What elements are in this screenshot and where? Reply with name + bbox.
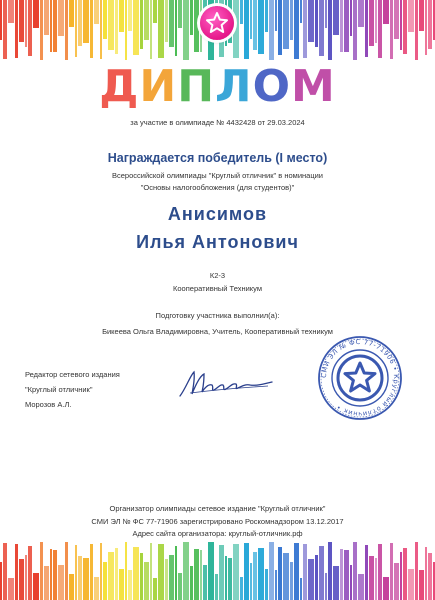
rainbow-stripe xyxy=(133,547,139,600)
award-olympiad-line: Всероссийской олимпиады "Круглый отличник" в номинации xyxy=(111,171,323,180)
rainbow-stripe xyxy=(178,0,182,28)
rainbow-stripe xyxy=(119,0,124,32)
title-letter: П xyxy=(177,61,216,112)
rainbow-stripe xyxy=(178,573,182,600)
rainbow-stripe xyxy=(233,544,239,600)
rainbow-stripe xyxy=(190,566,193,600)
rainbow-stripe xyxy=(158,0,164,58)
rainbow-stripe xyxy=(108,552,114,600)
rainbow-stripe xyxy=(303,544,307,600)
rainbow-stripe xyxy=(150,543,152,600)
rainbow-stripe xyxy=(175,0,177,56)
title-letter: М xyxy=(291,61,336,112)
seal-stamp xyxy=(317,335,403,421)
logo xyxy=(200,6,234,40)
editor-name: Морозов А.Л. xyxy=(25,400,72,409)
rainbow-stripe xyxy=(408,0,414,32)
rainbow-stripe xyxy=(108,0,114,50)
rainbow-stripe xyxy=(383,0,389,24)
rainbow-stripe xyxy=(340,0,343,52)
rainbow-stripe xyxy=(144,562,149,600)
footer-organizer: Организатор олимпиады сетевое издание "Круглый отличник" xyxy=(109,504,326,513)
rainbow-stripe xyxy=(353,0,357,60)
rainbow-stripe xyxy=(300,578,302,600)
rainbow-stripe xyxy=(153,578,157,600)
title-letter: Л xyxy=(215,61,253,112)
rainbow-stripe xyxy=(394,563,399,600)
rainbow-stripe xyxy=(19,0,24,42)
rainbow-stripe xyxy=(69,0,74,27)
award-nomination: "Основы налогообложения (для студентов)" xyxy=(140,183,295,192)
rainbow-stripe xyxy=(125,542,127,600)
rainbow-stripe xyxy=(315,0,318,47)
rainbow-stripe xyxy=(94,0,99,24)
editor-block xyxy=(25,367,120,412)
rainbow-stripe xyxy=(240,0,243,24)
rainbow-stripe xyxy=(375,558,377,600)
diploma-title xyxy=(0,52,435,122)
rainbow-stripe xyxy=(425,0,427,55)
rainbow-stripe xyxy=(40,0,43,60)
rainbow-stripe xyxy=(115,548,118,600)
rainbow-stripe xyxy=(358,0,364,27)
star-icon xyxy=(205,11,229,35)
rainbow-stripe xyxy=(403,548,407,600)
rainbow-stripe xyxy=(50,0,52,52)
rainbow-stripe xyxy=(25,555,27,600)
rainbow-stripe xyxy=(28,0,32,56)
rainbow-stripe xyxy=(328,542,332,600)
footer-registration: СМИ ЭЛ № ФС 77-71906 зарегистрировано Роскомнадзором 13.12.2017 xyxy=(91,517,344,526)
rainbow-stripe xyxy=(78,0,82,46)
rainbow-stripe xyxy=(278,0,282,55)
rainbow-stripe xyxy=(169,0,174,47)
rainbow-stripe xyxy=(415,542,418,600)
rainbow-stripe xyxy=(258,548,264,600)
rainbow-stripe xyxy=(144,0,149,40)
rainbow-stripe xyxy=(83,0,89,43)
rainbow-stripe xyxy=(319,546,324,600)
rainbow-stripe xyxy=(308,0,314,42)
rainbow-stripe xyxy=(53,0,57,52)
rainbow-stripe xyxy=(275,570,277,600)
rainbow-stripe xyxy=(269,542,274,600)
rainbow-stripe xyxy=(403,0,407,54)
participation-line: за участие в олимпиаде № 4432428 от 29.03.2024 xyxy=(130,118,305,127)
rainbow-stripe xyxy=(65,542,68,600)
rainbow-stripe xyxy=(133,0,139,55)
rainbow-stripe xyxy=(208,542,214,600)
rainbow-stripe xyxy=(140,0,143,49)
rainbow-stripe xyxy=(375,0,377,43)
rainbow-stripe xyxy=(428,0,432,49)
rainbow-stripe xyxy=(0,562,2,600)
rainbow-stripe xyxy=(53,550,57,600)
rainbow-stripe xyxy=(78,556,82,600)
rainbow-stripe xyxy=(275,0,277,31)
rainbow-stripe xyxy=(319,0,324,56)
rainbow-stripe xyxy=(290,0,293,40)
rainbow-stripe xyxy=(8,578,14,600)
rainbow-stripe xyxy=(233,0,239,58)
rainbow-stripe xyxy=(308,559,314,600)
rainbow-stripe xyxy=(94,577,99,600)
signature xyxy=(176,366,276,402)
rainbow-stripe xyxy=(183,0,189,60)
rainbow-stripe xyxy=(165,559,168,600)
rainbow-stripe xyxy=(19,559,24,600)
rainbow-stripe xyxy=(303,0,307,58)
preparer-value: Бикеева Ольга Владимировна, Учитель, Кооперативный техникум xyxy=(102,327,333,336)
rainbow-stripe xyxy=(250,0,252,39)
rainbow-stripe xyxy=(390,543,393,600)
rainbow-stripe xyxy=(333,566,339,600)
rainbow-stripe xyxy=(169,555,174,600)
rainbow-stripe xyxy=(90,0,93,58)
rainbow-stripe xyxy=(378,0,382,58)
rainbow-stripe xyxy=(253,0,257,50)
rainbow-stripe xyxy=(158,544,164,600)
rainbow-stripe xyxy=(400,0,402,50)
rainbow-stripe xyxy=(0,0,2,40)
rainbow-stripe xyxy=(140,553,143,600)
rainbow-stripe xyxy=(44,0,49,35)
rainbow-stripe xyxy=(183,542,189,600)
rainbow-stripe xyxy=(40,542,43,600)
rainbow-stripe xyxy=(333,0,339,35)
rainbow-stripe xyxy=(269,0,274,60)
rainbow-stripe xyxy=(103,0,107,39)
rainbow-stripe xyxy=(103,562,107,600)
rainbow-stripe xyxy=(75,545,77,600)
rainbow-stripe xyxy=(358,574,364,600)
rainbow-stripe xyxy=(119,569,124,600)
rainbow-stripe xyxy=(390,0,393,59)
rainbow-stripe xyxy=(175,546,177,600)
rainbow-stripe xyxy=(115,0,118,54)
rainbow-stripe xyxy=(265,0,268,32)
recipient-surname: Анисимов xyxy=(167,204,268,224)
bottom-rainbow-border xyxy=(0,542,435,600)
rainbow-stripe xyxy=(244,543,249,600)
rainbow-stripe xyxy=(244,0,249,59)
rainbow-stripe xyxy=(194,0,199,52)
rainbow-stripe xyxy=(294,0,299,59)
rainbow-stripe xyxy=(300,0,302,23)
rainbow-stripe xyxy=(194,549,199,600)
rainbow-stripe xyxy=(128,570,132,600)
rainbow-stripe xyxy=(50,549,52,600)
rainbow-stripe xyxy=(425,547,427,600)
rainbow-stripe xyxy=(28,546,32,600)
rainbow-stripe xyxy=(58,0,64,36)
rainbow-stripe xyxy=(203,565,207,600)
editor-title: Редактор сетевого издания xyxy=(25,370,120,379)
rainbow-stripe xyxy=(325,573,327,600)
rainbow-stripe xyxy=(215,574,218,600)
rainbow-stripe xyxy=(344,550,349,600)
award-heading: Награждается победитель (I место) xyxy=(107,151,328,165)
rainbow-stripe xyxy=(365,0,368,57)
rainbow-stripe xyxy=(190,0,193,35)
rainbow-stripe xyxy=(228,558,232,600)
rainbow-stripe xyxy=(3,0,7,59)
preparer-label: Подготовку участника выполнил(а): xyxy=(155,311,280,320)
rainbow-stripe xyxy=(250,563,252,600)
rainbow-stripe xyxy=(15,544,18,600)
rainbow-stripe xyxy=(225,556,227,600)
rainbow-stripe xyxy=(294,543,299,600)
rainbow-stripe xyxy=(150,0,152,59)
rainbow-stripe xyxy=(90,544,93,600)
rainbow-stripe xyxy=(125,0,127,60)
rainbow-stripe xyxy=(290,562,293,600)
rainbow-stripe xyxy=(283,0,289,49)
rainbow-stripe xyxy=(283,553,289,600)
rainbow-stripe xyxy=(350,565,352,600)
rainbow-stripe xyxy=(25,0,27,47)
rainbow-stripe xyxy=(75,0,77,57)
rainbow-stripe xyxy=(165,0,168,42)
rainbow-stripe xyxy=(378,544,382,600)
rainbow-stripe xyxy=(258,0,264,54)
rainbow-stripe xyxy=(419,0,424,31)
rainbow-stripe xyxy=(33,0,39,28)
rainbow-stripe xyxy=(8,0,14,23)
editor-publication: "Круглый отличник" xyxy=(25,385,93,394)
rainbow-stripe xyxy=(369,0,374,46)
rainbow-stripe xyxy=(100,543,102,600)
rainbow-stripe xyxy=(83,558,89,600)
title-letter: О xyxy=(252,61,291,112)
rainbow-stripe xyxy=(383,577,389,600)
rainbow-stripe xyxy=(44,566,49,600)
rainbow-stripe xyxy=(315,555,318,600)
rainbow-stripe xyxy=(69,574,74,600)
recipient-institution: Кооперативный Техникум xyxy=(173,284,262,293)
svg-text:СМИ ЭЛ № ФС 77-71906 • Круглый: СМИ ЭЛ № ФС 77-71906 • Круглый отличник • xyxy=(319,337,401,419)
rainbow-stripe xyxy=(415,0,418,60)
rainbow-stripe xyxy=(419,570,424,600)
rainbow-stripe xyxy=(344,0,349,52)
rainbow-stripe xyxy=(240,577,243,600)
rainbow-stripe xyxy=(253,552,257,600)
rainbow-stripe xyxy=(65,0,68,60)
title-letter: И xyxy=(139,61,178,112)
rainbow-stripe xyxy=(58,565,64,600)
footer-website: Адрес сайта организатора: круглый-отличник.рф xyxy=(132,529,303,538)
rainbow-stripe xyxy=(353,542,357,600)
rainbow-stripe xyxy=(400,552,402,600)
rainbow-stripe xyxy=(153,0,157,23)
rainbow-stripe xyxy=(100,0,102,59)
recipient-given-names: Илья Антонович xyxy=(136,232,299,252)
rainbow-stripe xyxy=(365,545,368,600)
recipient-group: К2-3 xyxy=(209,271,226,280)
rainbow-stripe xyxy=(33,573,39,600)
rainbow-stripe xyxy=(265,569,268,600)
rainbow-stripe xyxy=(128,0,132,31)
rainbow-stripe xyxy=(408,569,414,600)
rainbow-stripe xyxy=(3,543,7,600)
rainbow-stripe xyxy=(325,0,327,28)
rainbow-stripe xyxy=(350,0,352,36)
rainbow-stripe xyxy=(219,545,224,600)
rainbow-stripe xyxy=(15,0,18,58)
rainbow-stripe xyxy=(200,550,202,600)
title-letter: Д xyxy=(99,61,140,112)
rainbow-stripe xyxy=(394,0,399,39)
rainbow-stripe xyxy=(278,547,282,600)
rainbow-stripe xyxy=(369,556,374,600)
rainbow-stripe xyxy=(328,0,332,60)
rainbow-stripe xyxy=(428,553,432,600)
rainbow-stripe xyxy=(340,549,343,600)
